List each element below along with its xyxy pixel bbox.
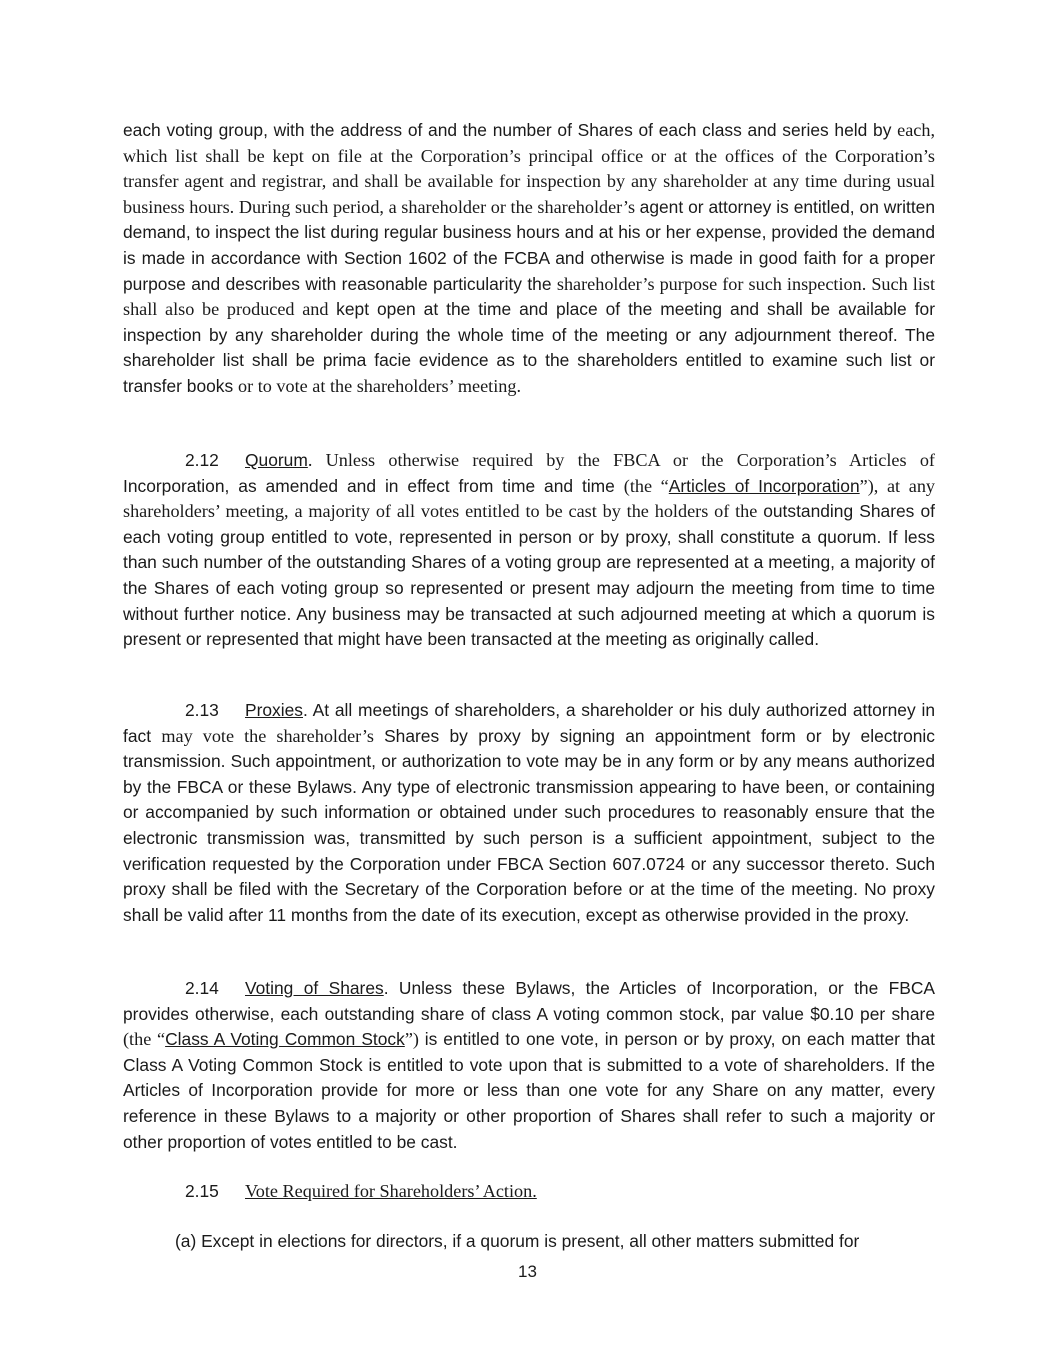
section-2-12-quorum: [123, 448, 935, 653]
section-heading: Vote Required for Shareholders’ Action.: [245, 1181, 537, 1201]
section-heading: Quorum: [245, 450, 308, 470]
section-number: 2.15: [185, 1181, 219, 1201]
paragraph-text: 2.12 Quorum. Unless otherwise required by the FBCA or the Corporation’s Articles of Incorporation, as amended and in effect from time and time (the “Articles of Incorporation”), at any shareholders’ meeting, a majority of all votes entitled to be cast by the holders of the outstanding Shares of each voting group entitled to vote, represented in person or by proxy, shall constitute a quorum. If less than such number of the outstanding Shares of a voting group are represented at a meeting, a majority of the Shares of each voting group so represented or present may adjourn the meeting from time to time without further notice. Any business may be transacted at such adjourned meeting at which a quorum is present or represented that might have been transacted at the meeting as originally called.: [123, 450, 936, 650]
section-heading: Voting of Shares: [245, 978, 384, 998]
section-heading: Proxies: [245, 700, 303, 720]
paragraph-text: (a) Except in elections for directors, if a quorum is present, all other matters submitted for: [175, 1231, 860, 1251]
section-number: 2.13: [185, 700, 219, 720]
section-2-14-voting-of-shares: [123, 976, 935, 1155]
section-number: 2.12: [185, 450, 219, 470]
defined-term: Class A Voting Common Stock: [165, 1029, 405, 1050]
paragraph-shareholder-list: [123, 118, 935, 400]
paragraph-text: 2.14 Voting of Shares. Unless these Bylaws, the Articles of Incorporation, or the FBCA provides otherwise, each outstanding share of class A voting common stock, par value $0.10 per share (the “Class A Voting Common Stock”) is entitled to one vote, in person or by proxy, on each matter that Class A Voting Common Stock is entitled to vote upon that is submitted to a vote of shareholders. If the Articles of Incorporation provide for more or less than one vote for any Share on any matter, every reference in these Bylaws to a majority or other proportion of Shares shall refer to such a majority or other proportion of votes entitled to be cast.: [123, 978, 936, 1152]
section-2-15-vote-required: [123, 1179, 935, 1205]
subsection-2-15-a: [175, 1229, 935, 1255]
paragraph-text: 2.13 Proxies. At all meetings of shareholders, a shareholder or his duly authorized attorney in fact may vote the shareholder’s Shares by proxy by signing an appointment form or by electronic transmission. Such appointment, or authorization to vote may be in any form or by any means authorized by the FBCA or these Bylaws. Any type of electronic transmission appearing to have been, or containing or accompanied by such information or obtained under such procedures to reasonably ensure that the electronic transmission was, transmitted by such person is a sufficient appointment, subject to the verification requested by the Corporation under FBCA Section 607.0724 or any successor thereto. Such proxy shall be filed with the Secretary of the Corporation before or at the time of the meeting. No proxy shall be valid after 11 months from the date of its execution, except as otherwise provided in the proxy.: [123, 700, 935, 925]
paragraph-text: each voting group, with the address of and the number of Shares of each class and series held by each, which list shall be kept on file at the Corporation’s principal office or at the offices of the Corporation’s transfer agent and registrar, and shall be available for inspection by any shareholder at any time during usual business hours. During such period, a shareholder or the shareholder’s agent or attorney is entitled, on written demand, to inspect the list during regular business hours and at his or her expense, provided the demand is made in accordance with Section 1602 of the FCBA and otherwise is made in good faith for a proper purpose and describes with reasonable particularity the shareholder’s purpose for such inspection. Such list shall also be produced and kept open at the time and place of the meeting and shall be available for inspection by any shareholder during the whole time of the meeting or any adjournment thereof. The shareholder list shall be prima facie evidence as to the shareholders entitled to examine such list or transfer books or to vote at the shareholders’ meeting.: [123, 120, 935, 396]
defined-term: Articles of Incorporation: [668, 475, 860, 496]
page-number: 13: [518, 1262, 537, 1281]
section-number: 2.14: [185, 978, 219, 998]
paragraph-text: [123, 1179, 935, 1205]
section-2-13-proxies: [123, 698, 935, 928]
